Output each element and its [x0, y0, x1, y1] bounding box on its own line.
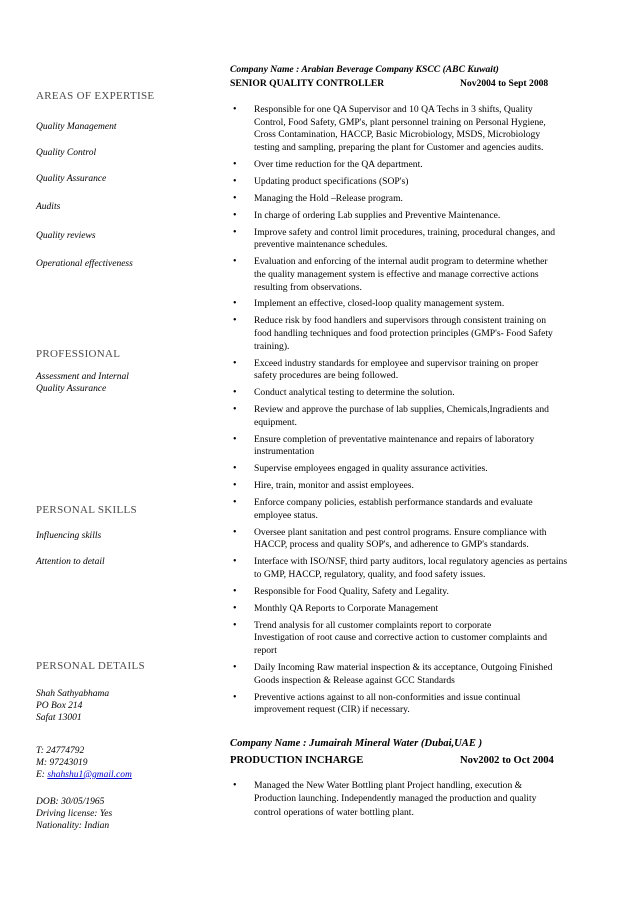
email-link[interactable]: shahshu1@gmail.com — [47, 770, 132, 780]
bullet-line: Oversee plant sanitation and pest control programs. Ensure compliance with — [254, 526, 547, 538]
job1-bullet — [230, 298, 602, 311]
bullet-line: Conduct analytical testing to determine the solution. — [254, 387, 455, 399]
job1-bullet — [230, 256, 602, 294]
bullet-line: Control, Food Safety, GMP's, plant personnel training on Personal Hygiene, — [254, 116, 546, 128]
po-box: PO Box 214 — [36, 701, 83, 711]
job1-title: SENIOR QUALITY CONTROLLER — [230, 78, 385, 89]
bullet-line: Reduce risk by food handlers and supervisors through consistent training on — [254, 315, 547, 327]
bullet-line: Interface with ISO/NSF, third party auditors, local regulatory agencies as pertains — [254, 556, 568, 568]
areas-heading: AREAS OF EXPERTISE — [36, 90, 155, 102]
bullet-line: improvement request (CIR) if necessary. — [254, 704, 410, 716]
bullet-line: Review and approve the purchase of lab supplies, Chemicals,Ingradients and — [254, 404, 549, 416]
job2-title: PRODUCTION INCHARGE — [230, 755, 364, 766]
job1-company: Company Name : Arabian Beverage Company KSCC (ABC Kuwait) — [230, 64, 499, 75]
job1-bullet — [230, 662, 602, 687]
bullet-line: Improve safety and control limit procedures, training, procedural changes, and — [254, 226, 556, 238]
job1-bullet — [230, 193, 602, 206]
bullet-line: Over time reduction for the QA department. — [254, 159, 423, 170]
area-item: Quality Assurance — [36, 174, 107, 184]
job1-bullet — [230, 480, 602, 493]
job1-bullet — [230, 603, 602, 616]
bullet-line: report — [254, 645, 277, 657]
job1-bullet — [230, 159, 602, 172]
skills-heading: PERSONAL SKILLS — [36, 504, 137, 516]
job1-bullet — [230, 227, 602, 252]
professional-item: Assessment and Internal — [36, 372, 129, 382]
job2-bullet — [230, 779, 602, 819]
job1-bullet — [230, 556, 602, 581]
job2-dates: Nov2002 to Oct 2004 — [460, 755, 554, 766]
job1-bullet — [230, 104, 602, 155]
area-item: Quality reviews — [36, 231, 96, 241]
bullet-line: Supervise employees engaged in quality assurance activities. — [254, 463, 488, 475]
dob: DOB: 30/05/1965 — [36, 797, 105, 807]
job1-dates: Nov2004 to Sept 2008 — [460, 78, 549, 89]
bullet-line: to GMP, HACCP, regulatory, quality, and food safety issues. — [254, 568, 486, 580]
area-item: Operational effectiveness — [36, 259, 133, 269]
bullet-line: food handling techniques and food protection principles (GMP's- Food Safety — [254, 328, 553, 340]
job1-bullet — [230, 620, 602, 658]
job1-bullet — [230, 692, 602, 717]
job1-bullet — [230, 358, 602, 383]
bullet-line: control operations of water bottling plant. — [254, 806, 414, 818]
bullet-line: Cross Contamination, HACCP, Basic Microbiology, MSDS, Microbiology — [254, 129, 541, 141]
bullet-line: Enforce company policies, establish performance standards and evaluate — [254, 497, 533, 509]
job1-bullet — [230, 176, 602, 189]
job1-header — [230, 63, 610, 91]
professional-heading: PROFESSIONAL — [36, 348, 121, 360]
job1-bullet — [230, 586, 602, 599]
driving-license: Driving license: Yes — [36, 809, 113, 819]
professional-item: Quality Assurance — [36, 384, 107, 394]
bullet-line: Daily Incoming Raw material inspection & its acceptance, Outgoing Finished — [254, 661, 553, 673]
bullet-line: Exceed industry standards for employee and supervisor training on proper — [254, 357, 539, 369]
job1-bullet — [230, 387, 602, 400]
bullet-line: Managed the New Water Bottling plant Project handling, execution & — [254, 780, 523, 791]
job2-responsibilities — [230, 779, 602, 823]
job2-header — [230, 737, 610, 768]
skill-item: Influencing skills — [36, 531, 102, 541]
bullet-line: HACCP, process and quality SOP's, and adherence to GMP's standards. — [254, 539, 529, 551]
job1-bullet — [230, 463, 602, 476]
bullet-line: resulting from observations. — [254, 281, 362, 293]
bullet-line: preventive maintenance schedules. — [254, 239, 388, 251]
bullet-line: Managing the Hold –Release program. — [254, 192, 403, 204]
mobile: M: 97243019 — [36, 758, 88, 768]
bullet-line: instrumentation — [254, 446, 315, 458]
bullet-line: Evaluation and enforcing of the internal audit program to determine whether — [254, 256, 548, 268]
area-item: Quality Control — [36, 148, 97, 158]
skill-item: Attention to detail — [36, 557, 105, 567]
person-name: Shah Sathyabhama — [36, 689, 110, 699]
bullet-line: Hire, train, monitor and assist employees. — [254, 480, 414, 492]
details-heading: PERSONAL DETAILS — [36, 660, 145, 672]
area-item: Audits — [36, 202, 61, 212]
bullet-line: equipment. — [254, 416, 297, 428]
area-item: Quality Management — [36, 122, 117, 132]
bullet-line: Goods inspection & Release against GCC Standards — [254, 674, 455, 686]
job1-bullet — [230, 404, 602, 429]
job1-bullet — [230, 315, 602, 353]
bullet-line: the quality management system is effective and manage corrective actions — [254, 268, 539, 280]
city: Safat 13001 — [36, 713, 82, 723]
email-label: E: — [36, 770, 48, 780]
bullet-line: Ensure completion of preventative maintenance and repairs of laboratory — [254, 433, 535, 445]
bullet-line: Implement an effective, closed-loop quality management system. — [254, 298, 505, 310]
job1-bullet — [230, 527, 602, 552]
bullet-line: Investigation of root cause and corrective action to customer complaints and — [254, 632, 548, 644]
nationality: Nationality: Indian — [36, 821, 110, 831]
bullet-line: In charge of ordering Lab supplies and Preventive Maintenance. — [254, 209, 501, 221]
bullet-line: Preventive actions against to all non-conformities and issue continual — [254, 691, 521, 703]
bullet-line: Responsible for one QA Supervisor and 10 QA Techs in 3 shifts, Quality — [254, 104, 533, 115]
bullet-line: safety procedures are being followed. — [254, 370, 399, 382]
bullet-line: Responsible for Food Quality, Safety and Legality. — [254, 585, 449, 597]
email-line — [36, 769, 132, 781]
bullet-line: training). — [254, 340, 290, 352]
job1-bullet — [230, 210, 602, 223]
bullet-line: Production launching. Independently managed the production and quality — [254, 793, 537, 805]
bullet-line: employee status. — [254, 509, 318, 521]
bullet-line: Updating product specifications (SOP's) — [254, 175, 409, 187]
bullet-line: Trend analysis for all customer complaints report to corporate — [254, 619, 492, 631]
bullet-line: testing and sampling, preparing the plant for Customer and agencies audits. — [254, 142, 544, 154]
bullet-line: Monthly QA Reports to Corporate Management — [254, 602, 439, 614]
phone: T: 24774792 — [36, 746, 85, 756]
job2-company: Company Name : Jumairah Mineral Water (Dubai,UAE ) — [230, 738, 483, 749]
job1-bullet — [230, 434, 602, 459]
job1-bullet — [230, 497, 602, 522]
job1-responsibilities — [230, 104, 602, 721]
